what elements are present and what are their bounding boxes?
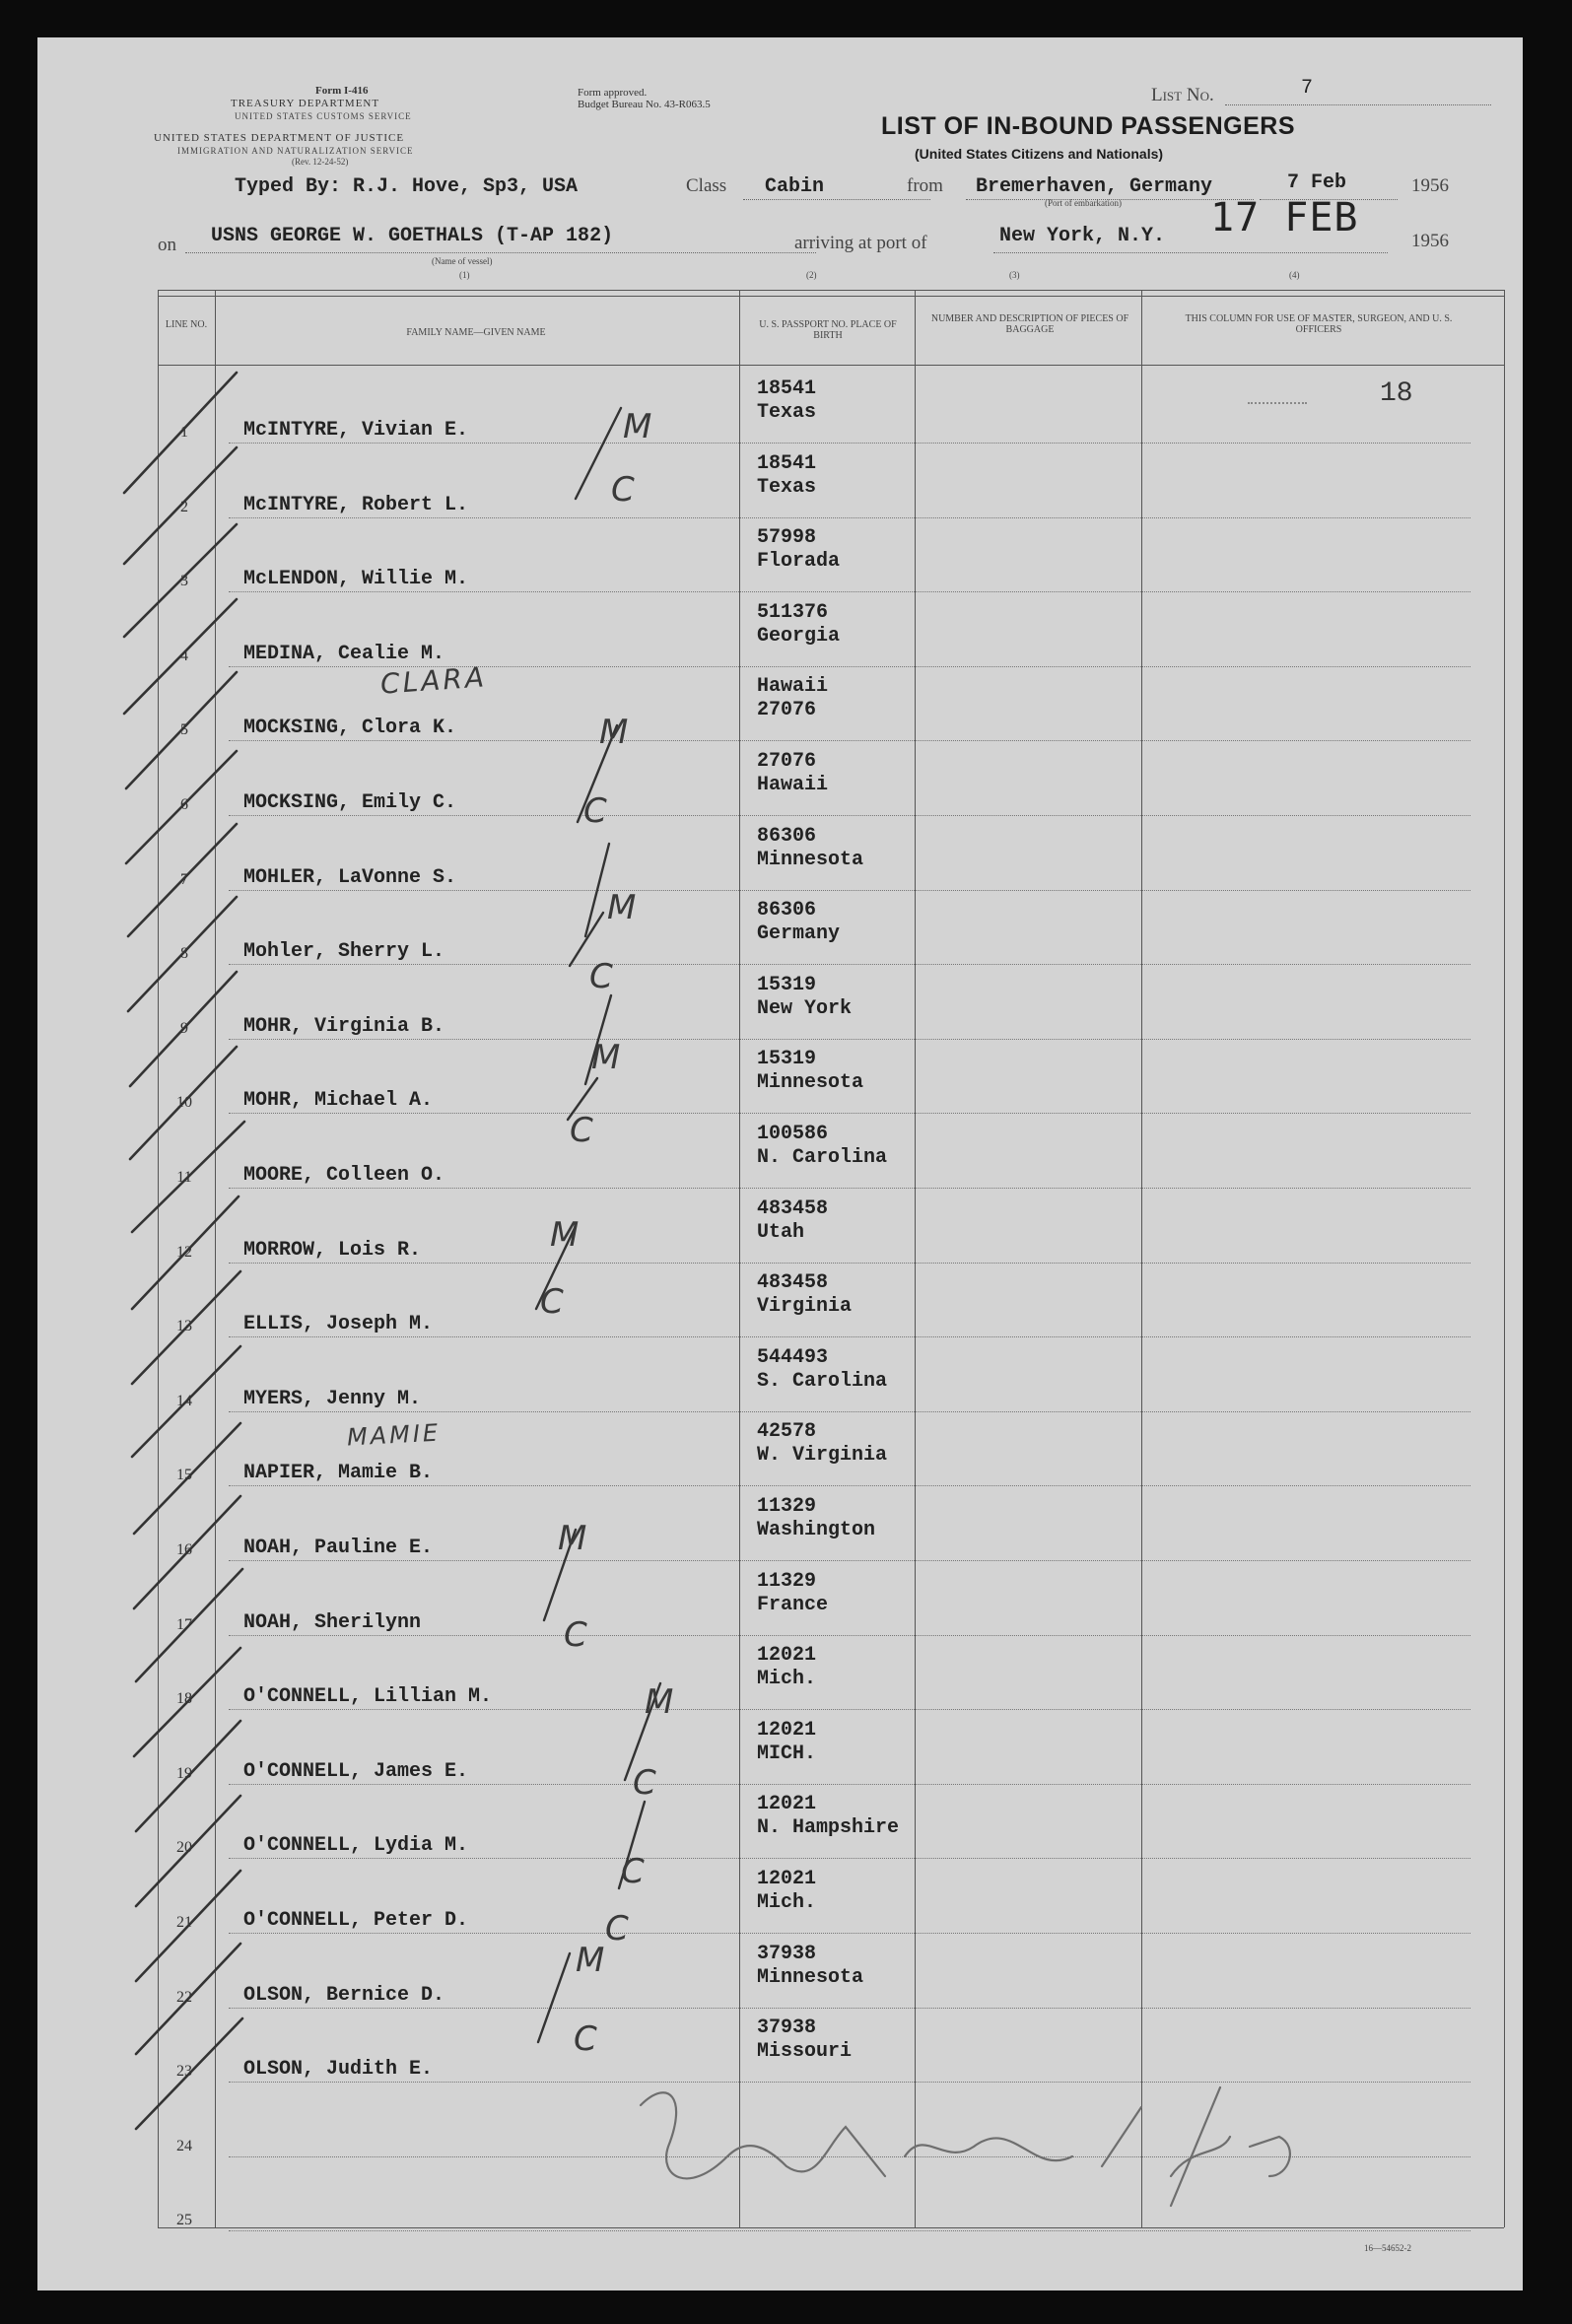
page-subtitle: (United States Citizens and Nationals) — [915, 146, 1164, 162]
svg-text:M: M — [599, 713, 629, 752]
passenger-row — [160, 1486, 1470, 1561]
passenger-name: O'CONNELL, James E. — [243, 1759, 469, 1783]
line-number: 14 — [176, 1392, 192, 1409]
place-of-birth: 27076 — [757, 699, 817, 722]
column-header-officers: THIS COLUMN FOR USE OF MASTER, SURGEON, AND U. S. OFFICERS — [1185, 313, 1453, 335]
line-number: 7 — [180, 870, 188, 888]
passenger-name: MORROW, Lois R. — [243, 1238, 422, 1262]
passport-number: 12021 — [757, 1718, 817, 1742]
arrival-year: 1956 — [1411, 231, 1449, 251]
column-header-name: FAMILY NAME—GIVEN NAME — [406, 327, 546, 338]
passenger-row — [160, 1710, 1470, 1785]
svg-text:C: C — [564, 1615, 587, 1655]
passenger-name: MOHR, Virginia B. — [243, 1014, 445, 1038]
treasury-department: TREASURY DEPARTMENT — [231, 98, 380, 109]
passenger-name: MOCKSING, Clora K. — [243, 717, 457, 740]
line-number: 2 — [180, 498, 188, 515]
passenger-name: MEDINA, Cealie M. — [243, 642, 445, 665]
passenger-row — [160, 1561, 1470, 1636]
passport-number: 12021 — [757, 1793, 817, 1816]
passport-number: 42578 — [757, 1420, 817, 1444]
svg-text:C: C — [589, 957, 613, 996]
place-of-birth: Minnesota — [757, 1965, 864, 1989]
page-title: LIST OF IN-BOUND PASSENGERS — [881, 112, 1296, 140]
place-of-birth: Virginia — [757, 1295, 853, 1319]
line-number: 9 — [180, 1019, 188, 1037]
place-of-birth: Georgia — [757, 624, 841, 648]
passenger-row — [160, 741, 1470, 816]
svg-text:C: C — [605, 1909, 629, 1948]
passenger-row — [160, 666, 1470, 741]
svg-text:C: C — [633, 1763, 656, 1803]
place-of-birth: W. Virginia — [757, 1444, 888, 1468]
passenger-row — [160, 517, 1470, 592]
vessel-caption: (Name of vessel) — [432, 256, 493, 266]
place-of-birth: New York — [757, 996, 853, 1020]
handwritten-mamie: MAMIE — [346, 1418, 442, 1452]
passenger-row — [160, 1337, 1470, 1412]
column-ref-2: (2) — [806, 270, 817, 280]
passenger-name: McINTYRE, Vivian E. — [243, 419, 469, 442]
class-value: Cabin — [765, 175, 825, 198]
line-number: 21 — [176, 1914, 192, 1931]
arrival-date-stamp: 17 FEB — [1210, 195, 1359, 240]
line-number: 18 — [176, 1690, 192, 1708]
on-label: on — [158, 235, 176, 255]
svg-text:M: M — [607, 888, 637, 927]
passport-number: 11329 — [757, 1495, 817, 1518]
svg-text:C: C — [611, 470, 635, 510]
passenger-name: MOHR, Michael A. — [243, 1089, 434, 1113]
passport-number: 544493 — [757, 1345, 829, 1369]
passenger-row — [160, 592, 1470, 667]
place-of-birth: France — [757, 1593, 829, 1616]
svg-text:M: M — [576, 1941, 605, 1980]
class-label: Class — [686, 175, 727, 196]
passenger-row — [160, 1189, 1470, 1264]
svg-text:C: C — [583, 791, 607, 831]
line-number: 1 — [180, 424, 188, 441]
place-of-birth: Hawaii — [757, 774, 829, 796]
passenger-row — [160, 444, 1470, 518]
place-of-birth: Minnesota — [757, 848, 864, 871]
column-header-line-no: LINE NO. — [165, 319, 208, 330]
officer-note: 18 — [1380, 378, 1413, 409]
passport-number: 37938 — [757, 2016, 817, 2040]
line-number: 19 — [176, 1764, 192, 1782]
passport-number: 100586 — [757, 1123, 829, 1145]
place-of-birth: Texas — [757, 475, 817, 499]
line-number: 25 — [176, 2212, 192, 2229]
arrival-port: New York, N.Y. — [999, 225, 1166, 247]
line-number: 5 — [180, 721, 188, 739]
passenger-name: MOHLER, LaVonne S. — [243, 865, 457, 889]
line-number: 20 — [176, 1839, 192, 1857]
passport-number: 12021 — [757, 1868, 817, 1890]
departure-date: 7 Feb — [1287, 171, 1347, 194]
svg-text:M: M — [645, 1682, 674, 1722]
handwritten-clara: CLARA — [378, 660, 488, 701]
place-of-birth: Mich. — [757, 1668, 817, 1691]
svg-text:M: M — [550, 1215, 580, 1255]
line-number: 13 — [176, 1318, 192, 1335]
port-of-embarkation-caption: (Port of embarkation) — [1045, 198, 1122, 208]
line-number: 8 — [180, 945, 188, 963]
passport-number: 18541 — [757, 451, 817, 475]
line-number: 17 — [176, 1615, 192, 1633]
passenger-name: NAPIER, Mamie B. — [243, 1462, 434, 1485]
line-number: 12 — [176, 1243, 192, 1261]
passenger-row — [160, 1114, 1470, 1189]
line-number: 24 — [176, 2137, 192, 2154]
passenger-row — [160, 1784, 1470, 1859]
passport-number: 483458 — [757, 1196, 829, 1220]
place-of-birth: Missouri — [757, 2040, 853, 2064]
passport-number: Hawaii — [757, 675, 829, 699]
column-header-passport: U. S. PASSPORT NO. PLACE OF BIRTH — [759, 319, 897, 341]
place-of-birth: Washington — [757, 1519, 876, 1541]
arriving-label: arriving at port of — [794, 233, 927, 253]
passport-number: 11329 — [757, 1569, 817, 1593]
passenger-name: McLENDON, Willie M. — [243, 568, 469, 591]
passport-number: 37938 — [757, 1942, 817, 1965]
passenger-row — [160, 890, 1470, 965]
line-number: 23 — [176, 2063, 192, 2081]
place-of-birth: Texas — [757, 401, 817, 424]
list-no: 7 — [1301, 77, 1314, 100]
passenger-row — [160, 1934, 1470, 2009]
line-number: 22 — [176, 1988, 192, 2006]
passport-number: 511376 — [757, 600, 829, 624]
justice-department: UNITED STATES DEPARTMENT OF JUSTICE — [154, 132, 405, 144]
form-number: Form I-416 — [315, 85, 369, 97]
port-of-embarkation: Bremerhaven, Germany — [976, 175, 1213, 198]
place-of-birth: Minnesota — [757, 1071, 864, 1095]
budget-bureau: Budget Bureau No. 43-R063.5 — [578, 99, 711, 110]
passenger-name: MOORE, Colleen O. — [243, 1164, 445, 1187]
passenger-row — [160, 2008, 1470, 2083]
passenger-row — [160, 1635, 1470, 1710]
ins-service: IMMIGRATION AND NATURALIZATION SERVICE — [177, 146, 414, 156]
passport-number: 12021 — [757, 1644, 817, 1668]
passport-number: 18541 — [757, 377, 817, 400]
passenger-name: MOCKSING, Emily C. — [243, 791, 457, 814]
manifest-page — [37, 37, 1523, 2290]
vessel-name: USNS GEORGE W. GOETHALS (T-AP 182) — [211, 225, 614, 247]
passenger-row — [160, 369, 1470, 444]
line-number: 3 — [180, 573, 188, 590]
passport-number: 15319 — [757, 973, 817, 996]
place-of-birth: MICH. — [757, 1742, 817, 1765]
place-of-birth: S. Carolina — [757, 1369, 888, 1393]
svg-text:M: M — [623, 407, 652, 446]
svg-text:C: C — [570, 1111, 593, 1150]
place-of-birth: Germany — [757, 923, 841, 946]
passenger-name: NOAH, Sherilynn — [243, 1610, 422, 1634]
list-no-label: List No. — [1151, 85, 1214, 105]
svg-text:C: C — [540, 1282, 564, 1322]
passport-number: 15319 — [757, 1048, 817, 1071]
place-of-birth: N. Hampshire — [757, 1816, 900, 1840]
place-of-birth: Utah — [757, 1220, 805, 1244]
passenger-name: OLSON, Judith E. — [243, 2058, 434, 2082]
svg-text:C: C — [621, 1852, 645, 1891]
typed-by: Typed By: R.J. Hove, Sp3, USA — [235, 175, 579, 198]
svg-text:M: M — [591, 1038, 621, 1077]
place-of-birth: N. Carolina — [757, 1146, 888, 1169]
svg-text:M: M — [558, 1519, 587, 1558]
passenger-row — [160, 1859, 1470, 1934]
column-ref-3: (3) — [1009, 270, 1020, 280]
passenger-row — [160, 1263, 1470, 1337]
passenger-name: OLSON, Bernice D. — [243, 1983, 445, 2007]
line-number: 6 — [180, 796, 188, 813]
footer-code: 16—54652-2 — [1364, 2243, 1411, 2253]
passenger-row — [160, 2083, 1470, 2157]
place-of-birth: Mich. — [757, 1891, 817, 1914]
column-header-baggage: NUMBER AND DESCRIPTION OF PIECES OF BAGGAGE — [930, 313, 1129, 335]
passport-number: 483458 — [757, 1271, 829, 1295]
passenger-name: O'CONNELL, Peter D. — [243, 1909, 469, 1932]
from-label: from — [907, 175, 943, 196]
form-approved: Form approved. — [578, 87, 648, 99]
passenger-name: Mohler, Sherry L. — [243, 940, 445, 964]
passport-number: 86306 — [757, 824, 817, 848]
passport-number: 57998 — [757, 526, 817, 550]
passenger-name: O'CONNELL, Lillian M. — [243, 1685, 493, 1709]
line-number: 15 — [176, 1467, 192, 1484]
line-number: 16 — [176, 1541, 192, 1558]
passenger-row — [160, 1039, 1470, 1114]
column-ref-4: (4) — [1289, 270, 1300, 280]
passenger-name: O'CONNELL, Lydia M. — [243, 1834, 469, 1858]
line-number: 10 — [176, 1094, 192, 1112]
passport-number: 86306 — [757, 899, 817, 923]
passenger-row — [160, 965, 1470, 1040]
departure-year: 1956 — [1411, 175, 1449, 196]
customs-service: UNITED STATES CUSTOMS SERVICE — [235, 111, 412, 121]
svg-text:C: C — [574, 2019, 597, 2059]
column-ref-1: (1) — [459, 270, 470, 280]
passenger-row — [160, 816, 1470, 891]
revision: (Rev. 12-24-52) — [292, 157, 349, 167]
line-number: 11 — [176, 1169, 192, 1186]
passenger-row — [160, 2156, 1470, 2231]
passenger-name: MYERS, Jenny M. — [243, 1387, 422, 1410]
passenger-name: NOAH, Pauline E. — [243, 1537, 434, 1559]
place-of-birth: Florada — [757, 550, 841, 574]
line-number: 4 — [180, 647, 188, 664]
passenger-name: ELLIS, Joseph M. — [243, 1313, 434, 1336]
passport-number: 27076 — [757, 750, 817, 773]
passenger-name: McINTYRE, Robert L. — [243, 493, 469, 516]
